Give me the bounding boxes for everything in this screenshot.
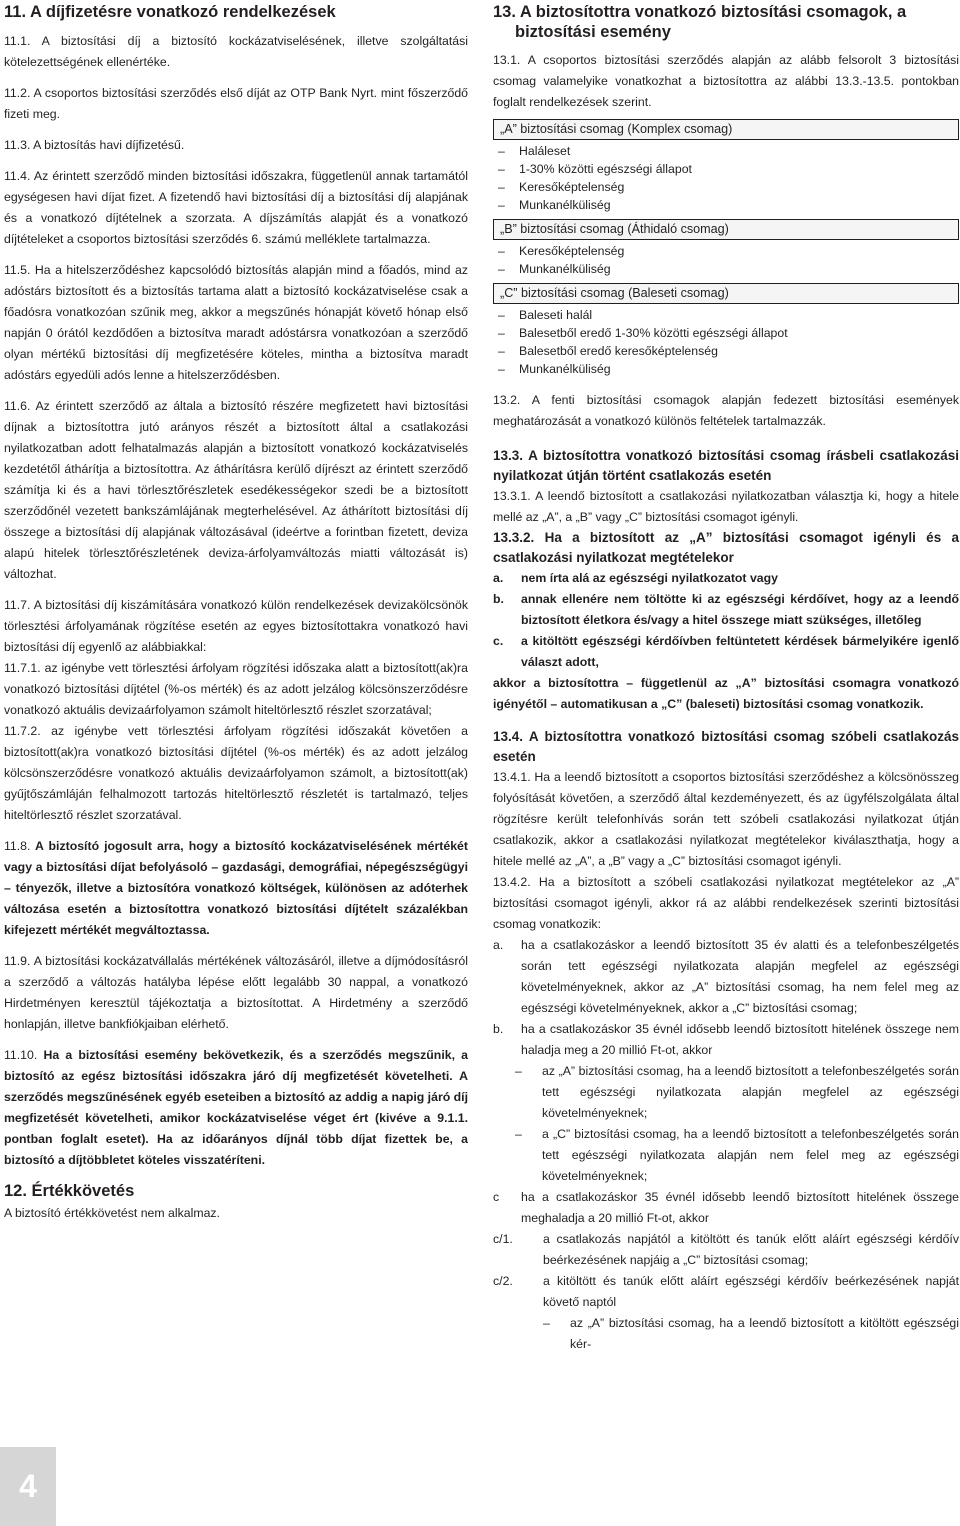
list-item xyxy=(493,935,959,1019)
page-number: 4 xyxy=(0,1447,56,1526)
item-label: a. xyxy=(493,938,504,952)
item-text: a kitöltött egészségi kérdőívben feltüntetett kérdések bármelyikére igenlő választ adott, xyxy=(521,634,959,669)
list-item: – Keresőképtelenség xyxy=(493,242,959,260)
item-text: ha a csatlakozáskor 35 évnél idősebb leendő biztosított hitelének összege meghaladja a 20 millió Ft-ot, akkor xyxy=(521,1190,959,1225)
item-text: a csatlakozás napjától a kitöltött és tanúk előtt aláírt egészségi kérdőív beérkezésének napjáig a „C” biztosítási csomag; xyxy=(543,1232,959,1267)
item-label: c/2. xyxy=(493,1274,513,1288)
item-text: ha a csatlakozáskor a leendő biztosított 35 év alatti és a telefonbeszélgetés során tett egészségi nyilatkozata alapján megfelel az egészségi követelményeknek, akkor az „A” biztosítási csomag, ha nem felel meg az egészségi követelményeknek, akkor a „C” biztosítási csomag; xyxy=(521,938,959,1015)
para-11-3: 11.3. A biztosítás havi díjfizetésű. xyxy=(4,138,185,152)
dash-item: – az „A” biztosítási csomag, ha a leendő biztosított a telefonbeszélgetés során tett egészségi nyilatkozata alapján megfelel az egészségi követelményeknek; xyxy=(493,1061,959,1124)
item-text: a „C” biztosítási csomag, ha a leendő biztosított a telefonbeszélgetés során tett egészségi nyilatkozata alapján nem felel meg az egészségi követelményeknek; xyxy=(542,1127,959,1183)
section-13-title: 13. A biztosítottra vonatkozó biztosítási csomagok, a biztosítási esemény xyxy=(493,3,907,41)
heading-13-4: 13.4. A biztosítottra vonatkozó biztosítási csomag szóbeli csatlakozás esetén xyxy=(493,729,959,764)
item-text: nem írta alá az egészségi nyilatkozatot vagy xyxy=(521,571,778,585)
package-b-header: „B” biztosítási csomag (Áthidaló csomag) xyxy=(493,219,959,240)
item-label: c/1. xyxy=(493,1232,513,1246)
list-item: – Balesetből eredő 1-30% közötti egészségi állapot xyxy=(493,324,959,342)
para-11-10 xyxy=(4,1045,468,1171)
para-11-6: 11.6. Az érintett szerződő az általa a biztosító részére megfizetett havi biztosítási díjnak a biztosítottra jutó arányos részét a biztosított által a csatlakozási nyilatkozatban adott felhatalmazás alapján a biztosított vonatkozó kockázatviselés kezdetétől áthárítja a biztosítottra. Az áthárításra kerülő díjrészt az érintett szerződő számítja ki és a havi törlesztőrészletek esedékességekor szedi be a biztosított szerződőnél vezetett bankszámlájának megterhelésével. Az áthárított biztosítási díj összege a biztosítási díj alapjának változásával (ideértve a forintban fizetett, deviza alapú hitelek törlesztőrészletének deviza-árfolyamváltozás miatti változását is) változhat. xyxy=(4,399,468,581)
list-item: – Munkanélküliség xyxy=(493,260,959,278)
package-a-list xyxy=(493,142,959,214)
para-11-4: 11.4. Az érintett szerződő minden biztosítási időszakra, függetlenül annak tartamától egységesen havi díjat fizet. A fizetendő havi biztosítási díj a biztosítási díj alapjának és a vonatkozó díjtételnek a szorzata. A díjszámítás alapját és a vonatkozó díjtételeket a csoportos biztosítási szerződés 6. számú melléklete tartalmazza. xyxy=(4,169,468,246)
para-11-10-text: Ha a biztosítási esemény bekövetkezik, és a szerződés megszűnik, a biztosító az egész biztosítási időszakra járó díj megfizetését követelheti. A szerződés megszűnésének egyéb eseteiben a biztosító az addig a napig járó díj megfizetését követelheti, amikor kockázatviselése véget ért (kivéve a 9.1.1. pontban foglalt esetet). Ha az időarányos díjnál több díjat fizettek be, a biztosító a díjtöbbletet köteles visszatéríteni. xyxy=(4,1048,468,1167)
list-item: – Munkanélküliség xyxy=(493,196,959,214)
left-column xyxy=(4,0,468,1234)
para-13-3-1: 13.3.1. A leendő biztosított a csatlakozási nyilatkozatban választja ki, hogy a hitele mellé az „A”, a „B” vagy „C” biztosítási csomagot igényli. xyxy=(493,489,959,524)
para-11-7: 11.7. A biztosítási díj kiszámítására vonatkozó külön rendelkezések devizakölcsönök törlesztési árfolyamának rögzítése esetén az egyes biztosítottakra vonatkozó havi biztosítási díj egyenlő az alábbiakkal: xyxy=(4,598,468,654)
section-12-title: 12. Értékkövetés xyxy=(4,1182,135,1200)
list-item: – Baleseti halál xyxy=(493,306,959,324)
list-item xyxy=(493,1019,959,1061)
para-11-2: 11.2. A csoportos biztosítási szerződés első díját az OTP Bank Nyrt. mint főszerződő fizeti meg. xyxy=(4,86,468,121)
heading-13-3-2: 13.3.2. Ha a biztosított az „A” biztosítási csomagot igényli és a csatlakozási nyilatkozat megtételekor xyxy=(493,530,959,565)
item-label: b. xyxy=(493,592,504,606)
package-b-list xyxy=(493,242,959,278)
para-13-3-2-conclusion: akkor a biztosítottra – függetlenül az „A” biztosítási csomagra vonatkozó igényétől – automatikusan a „C” (baleseti) biztosítási csomag vonatkozik. xyxy=(493,676,959,711)
para-13-4-1: 13.4.1. Ha a leendő biztosított a csoportos biztosítási szerződéshez a kölcsönösszeg folyósítását követően, a szerződő által kezdeményezett, és az ügyfélszolgálata által rögzítésre került telefonhívás során tett szóbeli csatlakozási nyilatkozat útján csatlakozik, akkor a csatlakozási nyilatkozat megtételekor kiválaszthatja, hogy a hitele mellé az „A”, a „B” vagy a „C” biztosítási csomagot igényli. xyxy=(493,770,959,868)
package-c-header: „C” biztosítási csomag (Baleseti csomag) xyxy=(493,283,959,304)
item-text: az „A” biztosítási csomag, ha a leendő biztosított a telefonbeszélgetés során tett egészségi nyilatkozata alapján megfelel az egészségi követelményeknek; xyxy=(542,1064,959,1120)
para-11-8-text: A biztosító jogosult arra, hogy a biztosító kockázatviselésének mértékét vagy a biztosítási díjat befolyásoló – gazdasági, demográfiai, népegészségügyi – tényezők, illetve a biztosítóra vonatkozó költségek, különösen az adóterhek változása esetén a biztosítottra vonatkozó biztosítási díjtételt százalékban kifejezett mértékét megváltoztassa. xyxy=(4,839,468,937)
list-item xyxy=(493,568,959,589)
list-item: – Munkanélküliség xyxy=(493,360,959,378)
para-11-1: 11.1. A biztosítási díj a biztosító kockázatviselésének, illetve szolgáltatási kötelezettségének ellenértéke. xyxy=(4,34,468,69)
list-item: – Balesetből eredő keresőképtelenség xyxy=(493,342,959,360)
item-label: b. xyxy=(493,1022,504,1036)
para-12: A biztosító értékkövetést nem alkalmaz. xyxy=(4,1206,220,1220)
section-11-title: 11. A díjfizetésre vonatkozó rendelkezések xyxy=(4,3,336,21)
list-item: – Keresőképtelenség xyxy=(493,178,959,196)
list-item xyxy=(493,589,959,631)
para-11-10-number: 11.10. xyxy=(4,1048,38,1062)
para-13-2: 13.2. A fenti biztosítási csomagok alapján fedezett biztosítási események meghatározását a vonatkozó különös feltételek tartalmazzák. xyxy=(493,393,959,428)
para-13-1: 13.1. A csoportos biztosítási szerződés alapján az alább felsorolt 3 biztosítási csomag valamelyike vonatkozhat a biztosítottra az alábbi 13.3.-13.5. pontokban foglalt rendelkezések szerint. xyxy=(493,53,959,109)
right-column xyxy=(493,0,959,1355)
item-label: c. xyxy=(493,634,504,648)
list-item xyxy=(493,1271,959,1313)
item-label: a. xyxy=(493,571,504,585)
item-text: az „A” biztosítási csomag, ha a leendő biztosított a kitöltött egészségi kér- xyxy=(570,1316,959,1351)
para-13-4-2: 13.4.2. Ha a biztosított a szóbeli csatlakozási nyilatkozat megtételekor az „A” biztosítási csomagot igényli, akkor rá az alábbi rendelkezések szerinti biztosítási csomag vonatkozik: xyxy=(493,875,959,931)
para-11-7-2: 11.7.2. az igénybe vett törlesztési árfolyam rögzítési időszakát követően a biztosított(ak)ra vonatkozó biztosítási díjtétel (%-os mérték) és az adott jelzálog kölcsönszerződésre vonatkozó aktuális devizaárfolyamon számolt, a biztosított(ak) gyűjtőszámláján felhalmozott tartozás hiteltörlesztő részletét is tartalmazó, teljes hiteltörlesztő részlet szorzatával. xyxy=(4,724,468,822)
item-label: c xyxy=(493,1190,500,1204)
list-item xyxy=(493,631,959,673)
para-11-8 xyxy=(4,836,468,941)
para-11-8-number: 11.8. xyxy=(4,839,31,853)
package-c-list xyxy=(493,306,959,378)
para-11-5: 11.5. Ha a hitelszerződéshez kapcsolódó biztosítás alapján mind a főadós, mind az adóstárs biztosított és a biztosítás tartama alatt a biztosító kockázatviselése csak a főadósra vonatkozóan szűnik meg, akkor a megszűnés hónapját követő hónap első napján 0 órától kezdődően a biztosítva maradt adóstársra vonatkozóan a szerződő olyan mértékű biztosítási díj megfizetésére köteles, mintha a biztosítva maradt adóstárs egyedüli adós lenne a hitelszerződésben. xyxy=(4,263,468,382)
dash-item: – az „A” biztosítási csomag, ha a leendő biztosított a kitöltött egészségi kér- xyxy=(493,1313,959,1355)
item-text: annak ellenére nem töltötte ki az egészségi kérdőívet, hogy az a leendő biztosított életkora és/vagy a hitel összege miatt szükséges, illetőleg xyxy=(521,592,959,627)
list-item: – Haláleset xyxy=(493,142,959,160)
item-text: a kitöltött és tanúk előtt aláírt egészségi kérdőív beérkezésének napját követő naptól xyxy=(543,1274,959,1309)
item-text: ha a csatlakozáskor 35 évnél idősebb leendő biztosított hitelének összege nem haladja meg a 20 millió Ft-ot, akkor xyxy=(521,1022,959,1057)
dash-item: – a „C” biztosítási csomag, ha a leendő biztosított a telefonbeszélgetés során tett egészségi nyilatkozata alapján nem felel meg az egészségi követelményeknek; xyxy=(493,1124,959,1187)
para-11-9: 11.9. A biztosítási kockázatvállalás mértékének változásáról, illetve a díjmódosításról a szerződő a változás hatályba lépése előtt legalább 30 nappal, a vonatkozó Hirdetményen keresztül tájékoztatja a biztosítottat. A Hirdetmény a szerződő honlapján, illetve bankfiókjaiban elérhető. xyxy=(4,954,468,1031)
list-item xyxy=(493,1229,959,1271)
heading-13-3: 13.3. A biztosítottra vonatkozó biztosítási csomag írásbeli csatlakozási nyilatkozat útján történt csatlakozás esetén xyxy=(493,448,959,483)
package-a-header: „A” biztosítási csomag (Komplex csomag) xyxy=(493,119,959,140)
list-item xyxy=(493,1187,959,1229)
list-item: – 1-30% közötti egészségi állapot xyxy=(493,160,959,178)
para-11-7-1: 11.7.1. az igénybe vett törlesztési árfolyam rögzítési időszaka alatt a biztosított(ak)ra vonatkozó biztosítási díjtétel (%-os mérték) és az adott jelzálog kölcsönszerződésre vonatkozó aktuális devizaárfolyamon számolt hiteltörlesztő részlet szorzatával; xyxy=(4,661,468,717)
